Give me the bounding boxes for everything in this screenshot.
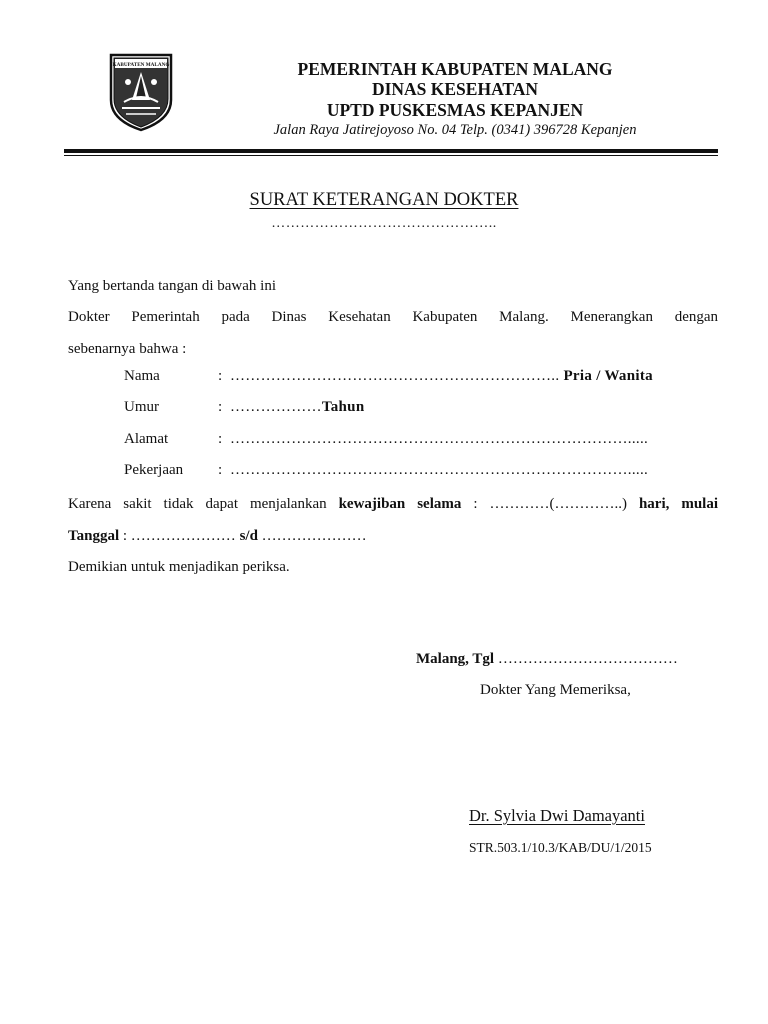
field-colon: :	[218, 431, 223, 447]
doctor-str-number: STR.503.1/10.3/KAB/DU/1/2015	[469, 840, 652, 855]
field-colon: :	[218, 368, 223, 384]
letterhead-divider-thin	[64, 155, 718, 156]
sick-leave-line: Karena sakit tidak dapat menjalankan kewajiban selama : …………(…………..) hari, mulai	[68, 496, 719, 512]
place-date-line: Malang, Tgl ………………………………	[416, 651, 678, 667]
letterhead-department: DINAS KESEHATAN	[371, 79, 539, 99]
doctor-name: Dr. Sylvia Dwi Damayanti	[469, 806, 645, 825]
letterhead-government: PEMERINTAH KABUPATEN MALANG	[297, 59, 613, 79]
gender-options: Pria / Wanita	[559, 368, 653, 384]
field-label-umur: Umur	[124, 399, 159, 415]
letterhead-unit: UPTD PUSKESMAS KEPANJEN	[326, 100, 584, 120]
field-value-umur: ………………Tahun	[230, 399, 365, 415]
statement-line: Dokter Pemerintah pada Dinas Kesehatan Kabupaten Malang. Menerangkan dengan	[68, 309, 719, 325]
date-range-line: Tanggal : ………………… s/d …………………	[68, 528, 367, 544]
kabupaten-malang-emblem	[108, 52, 174, 132]
document-number-placeholder: ………………………………………..	[271, 216, 497, 231]
document-title: SURAT KETERANGAN DOKTER	[249, 190, 519, 210]
field-label-nama: Nama	[124, 368, 160, 384]
field-label-pekerjaan: Pekerjaan	[124, 462, 184, 478]
field-value-alamat: …………………………………………………………………….....	[230, 431, 649, 447]
letterhead-address: Jalan Raya Jatirejoyoso No. 04 Telp. (0341) 396728 Kepanjen	[273, 122, 637, 138]
field-colon: :	[218, 462, 223, 478]
logo-text: KABUPATEN MALANG	[112, 62, 170, 68]
field-label-alamat: Alamat	[124, 431, 169, 447]
intro-text: Yang bertanda tangan di bawah ini	[68, 278, 277, 294]
examiner-role: Dokter Yang Memeriksa,	[480, 682, 631, 698]
statement-continuation: sebenarnya bahwa :	[68, 341, 187, 357]
closing-text: Demikian untuk menjadikan periksa.	[68, 559, 290, 575]
field-value-pekerjaan: …………………………………………………………………….....	[230, 462, 649, 478]
field-value-nama: ……………………………………………………….. Pria / Wanita	[230, 368, 653, 384]
field-colon: :	[218, 399, 223, 415]
age-unit: Tahun	[321, 399, 365, 415]
letterhead-divider-thick	[64, 149, 718, 153]
